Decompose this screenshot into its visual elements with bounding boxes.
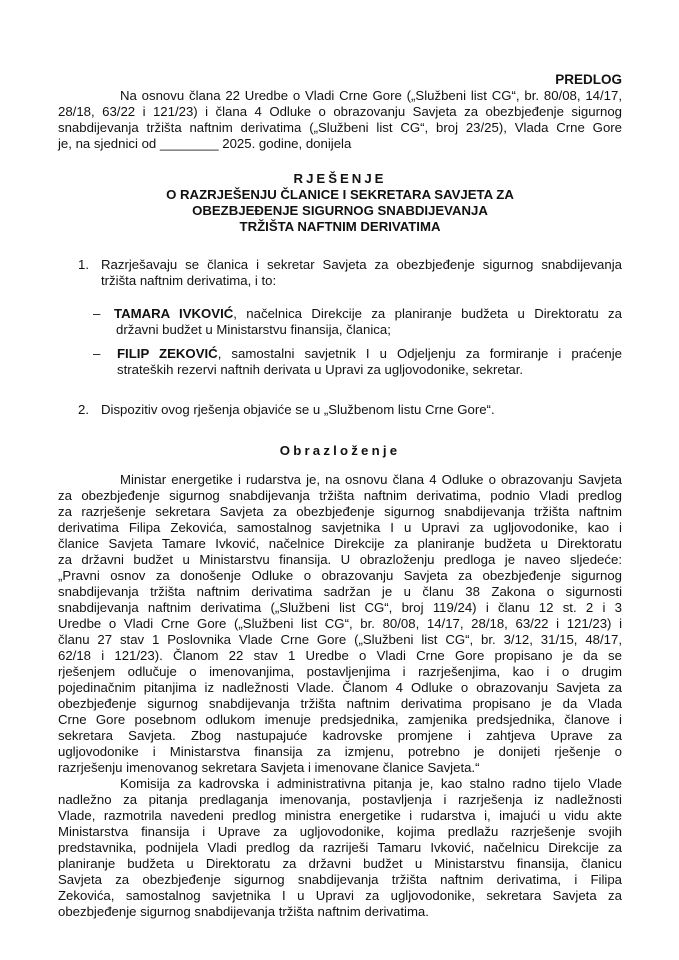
item-number: 2.: [78, 402, 89, 417]
preamble-line: 28/18, 63/22 i 121/23) i člana 4 Odluke o obrazovanju Savjeta za obezbjeđenje sigurnog: [58, 104, 622, 119]
paragraph-line: Ministarstva finansija i Uprave za ugljovodonike, kojima predlažu razrješenje svojih: [58, 824, 622, 839]
paragraph-line: Uredbe o Vladi Crne Gore („Službeni list CG“, br. 80/08, 14/17, 28/18, 63/22 i 121/23) i: [58, 616, 622, 631]
secretary-name: FILIP ZEKOVIĆ: [117, 346, 218, 361]
paragraph-line: „Pravni osnov za donošenje Odluke o obrazovanju Savjeta za obezbjeđenje sigurnog: [58, 568, 622, 583]
decision-item-2: [78, 402, 622, 418]
paragraph-line: za državni budžet u Ministarstvu finansija. U obrazloženju predloga je naveo sljedeće:: [58, 552, 622, 567]
item-line: Razrješavaju se članica i sekretar Savjeta za obezbjeđenje sigurnog snabdijevanja: [101, 257, 622, 272]
paragraph-line: Crne Gore posebnom odlukom imenuje predsjednika, zamjenika predsjednika, članove i: [58, 712, 622, 727]
paragraph-line: članu 27 stav 1 Poslovnika Vlade Crne Gore („Službeni list CG“, br. 3/12, 31/15, 48/17,: [58, 632, 622, 647]
decision-subtitle-line: TRŽIŠTA NAFTNIM DERIVATIMA: [239, 219, 441, 234]
member-name: TAMARA IVKOVIĆ: [114, 306, 234, 321]
paragraph-line: nadležno za pitanja predlaganja imenovanja, postavljenja i razrješenja iz nadležnosti: [58, 792, 622, 807]
explanation-heading: Obrazloženje: [279, 443, 401, 458]
secretary-description-cont: strateških rezervi naftnih derivata u Upravi za ugljovodonike, sekretar.: [117, 362, 524, 377]
paragraph-line: obezbjeđenje sigurnog snabdijevanja tržišta naftnim derivatima propisano je da Vlada: [58, 696, 622, 711]
paragraph-line: pojedinačnim pitanjima iz nadležnosti Vlade. Članom 4 Odluke o obrazovanju Savjeta za: [58, 680, 622, 695]
item-line: tržišta naftnim derivatima, i to:: [101, 273, 277, 288]
paragraph-line: za razrješenje sekretara Savjeta za obezbjeđenje sigurnog snabdijevanja tržišta naftnim: [58, 504, 622, 519]
paragraph-line: rješenjem odlučuje o imenovanjima, postavljenjima i razrješenjima, kao i o drugim: [58, 664, 622, 679]
paragraph-line: snabdijevanja naftnim derivatima („Službeni list CG“, broj 119/24) i članu 12 st. 2 i 3: [58, 600, 622, 615]
decision-item-1: [78, 257, 622, 289]
paragraph-line: 62/18 i 121/23). Članom 22 stav 1 Uredbe o Vladi Crne Gore propisano je da se: [58, 648, 622, 663]
paragraph-line: derivatima Filipa Zekovića, samostalnog savjetnika I u Upravi za ugljovodonike, kao i: [58, 520, 622, 535]
paragraph-line: snabdijevanja tržišta naftnim derivatima sadržan je u članu 38 Zakona o sigurnosti: [58, 584, 622, 599]
dismissed-secretary-entry: [93, 346, 622, 378]
paragraph-line: Ministar energetike i rudarstva je, na osnovu člana 4 Odluke o obrazovanju Savjeta: [120, 472, 622, 487]
member-description: , načelnica Direkcije za planiranje budžeta u Direktoratu za: [233, 306, 622, 321]
decision-heading: RJEŠENJE: [293, 171, 387, 186]
item-number: 1.: [78, 257, 89, 272]
paragraph-line: predstavnika, podnijela Vladi predlog da razriješi Tamaru Ivković, načelnicu Direkcije za: [58, 840, 622, 855]
explanation-paragraph-2: [58, 776, 622, 920]
paragraph-line: članice Savjeta Tamare Ivković, načelnice Direkcije za planiranje budžeta u Direktoratu: [58, 536, 622, 551]
member-description-cont: državni budžet u Ministarstvu finansija, članica;: [116, 322, 391, 337]
preamble-line: Na osnovu člana 22 Uredbe o Vladi Crne Gore („Službeni list CG“, br. 80/08, 14/17,: [120, 88, 622, 103]
preamble-line: snabdijevanja tržišta naftnim derivatima („Službeni list CG“, broj 23/25), Vlada Crne Gore: [58, 120, 622, 135]
proposal-label: PREDLOG: [555, 72, 622, 87]
paragraph-line: za obezbjeđenje sigurnog snabdijevanja tržišta naftnim derivatima, podnio Vladi predlog: [58, 488, 622, 503]
decision-subtitle-line: O RAZRJEŠENJU ČLANICE I SEKRETARA SAVJETA ZA: [166, 187, 514, 202]
paragraph-line: Vlade, razmotrila navedeni predlog ministra energetike i rudarstva i, imajući u vidu akte: [58, 808, 622, 823]
dismissed-member-entry: [93, 306, 622, 338]
decision-subtitle-line: OBEZBJEĐENJE SIGURNOG SNABDIJEVANJA: [192, 203, 488, 218]
dash-bullet: –: [93, 306, 101, 321]
paragraph-line: sekretara Savjeta. Zbog nastupajuće kadrovske promjene i zahtjeva Uprave za: [58, 728, 622, 743]
paragraph-line: Komisija za kadrovska i administrativna pitanja je, kao stalno radno tijelo Vlade: [120, 776, 622, 791]
dash-bullet: –: [93, 346, 101, 361]
item-line: Dispozitiv ovog rješenja objaviće se u „Službenom listu Crne Gore“.: [101, 402, 495, 417]
paragraph-line: planiranje budžeta u Direktoratu za državni budžet u Ministarstvu finansija, članicu: [58, 856, 622, 871]
decision-title: [58, 171, 622, 235]
secretary-description: , samostalni savjetnik I u Odjeljenju za formiranje i praćenje: [217, 346, 623, 361]
paragraph-line: obezbjeđenje sigurnog snabdijevanja tržišta naftnim derivatima.: [58, 904, 429, 919]
preamble: [58, 88, 622, 152]
paragraph-line: Zekovića, samostalnog savjetnika I u Upravi za ugljovodonike, sekretara Savjeta za: [58, 888, 622, 903]
preamble-line: je, na sjednici od ________ 2025. godine, donijela: [58, 136, 352, 151]
explanation-paragraph-1: [58, 472, 622, 776]
paragraph-line: razrješenju imenovanog sekretara Savjeta i imenovane članice Savjeta.“: [58, 760, 480, 775]
paragraph-line: ugljovodonike i Ministarstva finansija za izmjenu, potrebno je donijeti rješenje o: [58, 744, 622, 759]
paragraph-line: Savjeta za obezbjeđenje sigurnog snabdijevanja tržišta naftnim derivatima, i Filipa: [58, 872, 622, 887]
